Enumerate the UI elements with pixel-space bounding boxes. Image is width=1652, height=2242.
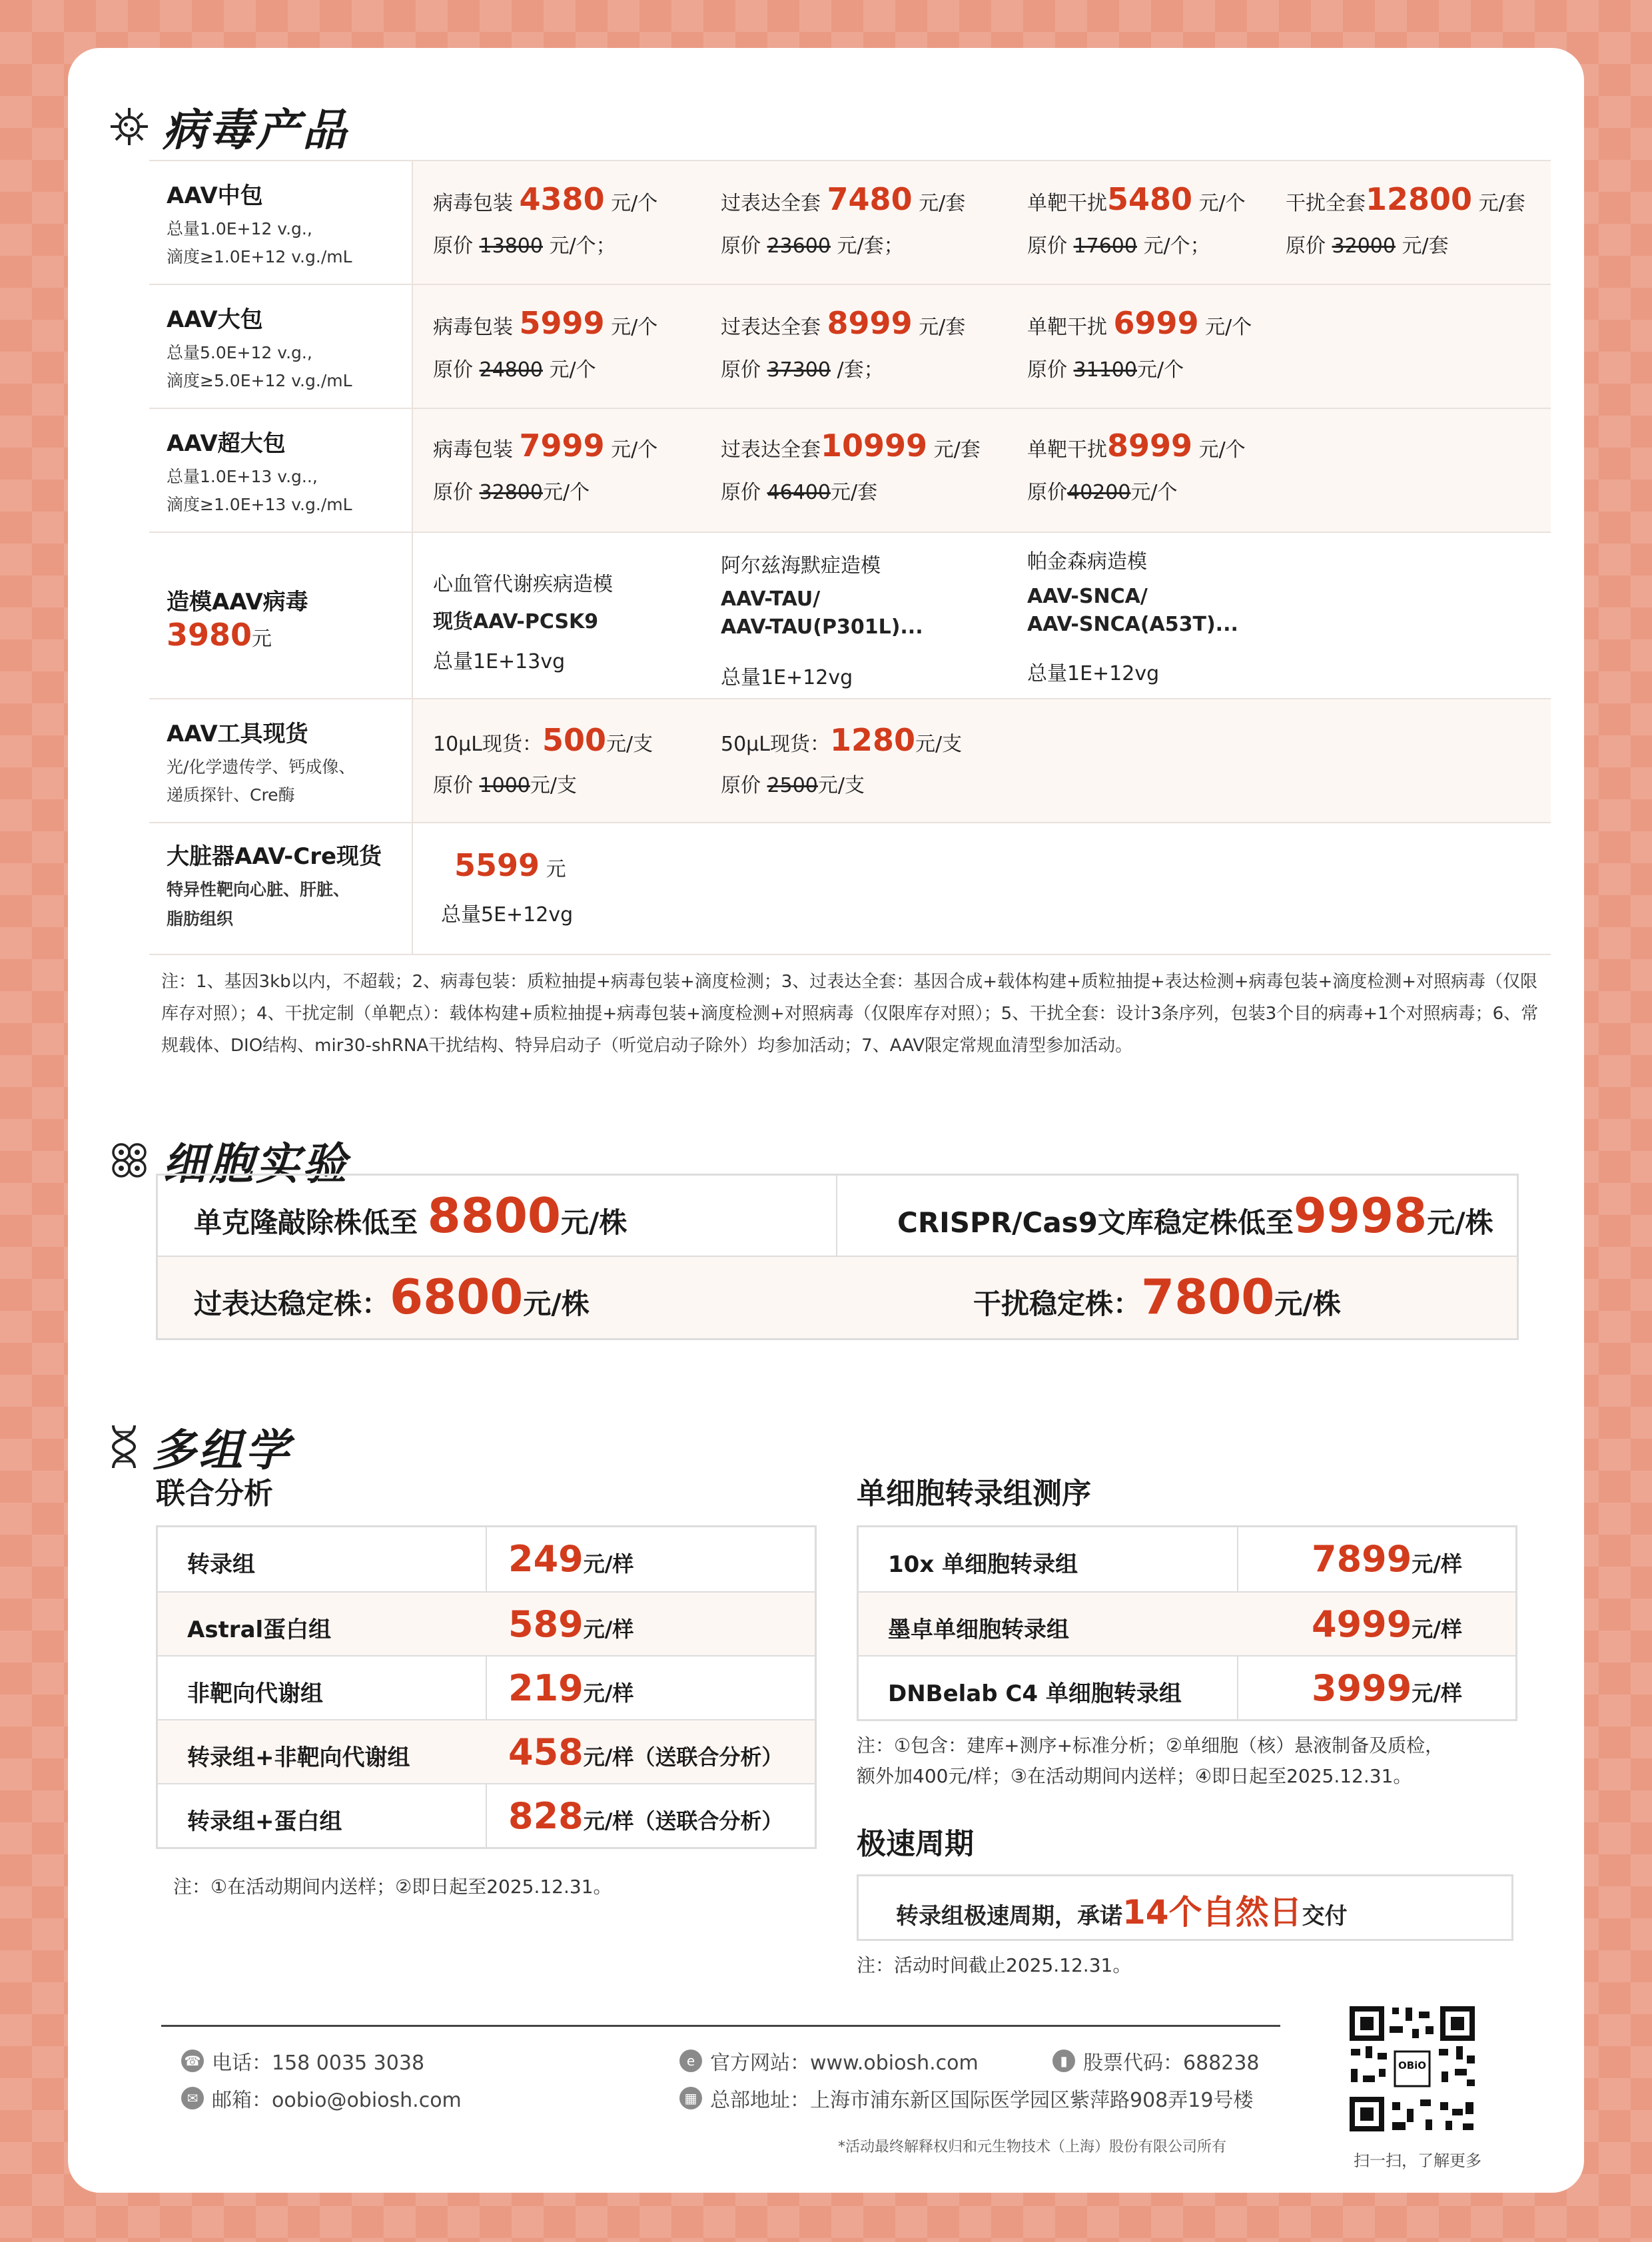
table-row: 非靶向代谢组 219元/样 <box>158 1655 815 1720</box>
globe-icon: e <box>679 2050 702 2072</box>
price-cell: 单靶干扰5480 元/个 <box>1027 181 1246 217</box>
table-row: 转录组 249元/样 <box>187 1538 634 1580</box>
cell-item-knockout: 单克隆敲除株低至 8800元/株 <box>194 1188 627 1244</box>
fast-cycle-note: 注：活动时间截止2025.12.31。 <box>857 1954 1132 1976</box>
joint-analysis-table <box>156 1525 817 1849</box>
orig-price-cell: 原价 23600 元/套； <box>721 234 904 258</box>
mail-icon: ✉ <box>181 2087 204 2109</box>
price-cell: 过表达全套 7480 元/套 <box>721 181 966 217</box>
orig-price-cell: 原价 37300 /套； <box>721 358 884 382</box>
single-cell-title: 单细胞转录组测序 <box>857 1477 1091 1511</box>
orig-price-cell: 原价 32000 元/套 <box>1286 234 1449 258</box>
cell-icon <box>108 1139 151 1182</box>
chart-icon: ▮ <box>1052 2050 1075 2072</box>
footer-email[interactable]: ✉ 邮箱：oobio@obiosh.com <box>181 2083 462 2113</box>
price-cell: 单靶干扰8999 元/个 <box>1027 428 1246 464</box>
footer-stock: ▮ 股票代码：688238 <box>1052 2046 1260 2075</box>
virus-note: 注：1、基因3kb以内，不超载；2、病毒包装：质粒抽提+病毒包装+滴度检测；3、过表达全套：基因合成+载体构建+质粒抽提+表达检测+病毒包装+滴度检测+对照病毒（仅限库存对照）；4、干扰定制（单靶点）：载体构建+质粒抽提+病毒包装+滴度检测+对照病毒（仅限库存对照）；5、干扰全套：设计3条序列，包装3个目的病毒+1个对照病毒；6、常规载体、DIO结构、mir30-shRNA干扰结构、特异启动子（听觉启动子除外）均参加活动；7、AAV限定常规血清型参加活动。 <box>161 972 1539 1056</box>
row-name: AAV大包 <box>167 306 263 333</box>
model-total: 总量1E+13vg <box>433 650 566 673</box>
row-name: AAV超大包 <box>167 430 286 457</box>
table-row: 10x 单细胞转录组 7899元/样 <box>888 1538 1462 1580</box>
phone-icon: ☎ <box>181 2050 204 2072</box>
orig-price-cell: 原价 32800元/个 <box>433 481 590 504</box>
virus-row-organ <box>149 822 1551 955</box>
table-row: DNBelab C4 单细胞转录组 3999元/样 <box>859 1655 1515 1720</box>
cell-section-title: 细胞实验 <box>163 1138 349 1190</box>
qr-code[interactable] <box>1346 2002 1479 2135</box>
orig-price-cell: 原价 2500元/支 <box>721 774 865 797</box>
model-line: AAV-TAU(P301L)... <box>721 615 923 639</box>
table-row: 转录组+非靶向代谢组 458元/样（送联合分析） <box>158 1719 815 1784</box>
cell-price-table <box>156 1174 1519 1340</box>
orig-price-cell: 原价 24800 元/个 <box>433 358 596 382</box>
price-cell: 10μL现货：500元/支 <box>433 722 653 758</box>
price-cell: 过表达全套 8999 元/套 <box>721 305 966 341</box>
joint-analysis-note: 注：①在活动期间内送样；②即日起至2025.12.31。 <box>173 1876 612 1898</box>
price-cell: 单靶干扰 6999 元/个 <box>1027 305 1252 341</box>
fast-cycle-box <box>857 1874 1513 1941</box>
price-cell: 50μL现货：1280元/支 <box>721 722 963 758</box>
orig-price-cell: 原价40200元/个 <box>1027 481 1178 504</box>
footer-divider <box>161 2025 1280 2027</box>
row-name: 大脏器AAV-Cre现货 <box>167 843 382 870</box>
row-sub: 总量1.0E+12 v.g., <box>167 219 312 238</box>
orig-price-cell: 原价 17600 元/个； <box>1027 234 1210 258</box>
fast-cycle-title: 极速周期 <box>857 1827 974 1861</box>
orig-price-cell: 原价 1000元/支 <box>433 774 578 797</box>
virus-section-title: 病毒产品 <box>163 105 349 156</box>
row-name: 造模AAV病毒 <box>167 589 308 615</box>
table-row: Astral蛋白组 589元/样 <box>158 1591 815 1657</box>
model-line: 现货AAV-PCSK9 <box>433 610 599 633</box>
organ-price: 5599 元 <box>454 847 566 883</box>
virus-row-tool <box>149 698 1551 823</box>
orig-price-cell: 原价 13800 元/个； <box>433 234 616 258</box>
cell-item-interference: 干扰稳定株：7800元/株 <box>973 1269 1341 1325</box>
model-title: 心血管代谢疾病造模 <box>433 573 613 596</box>
model-price: 3980元 <box>167 617 272 653</box>
cell-item-crispr: CRISPR/Cas9文库稳定株低至9998元/株 <box>897 1188 1493 1244</box>
organ-total: 总量5E+12vg <box>441 903 574 927</box>
virus-icon <box>108 105 151 148</box>
footer-address: ▦ 总部地址：上海市浦东新区国际医学园区紫萍路908弄19号楼 <box>679 2083 1253 2113</box>
dna-icon <box>108 1423 140 1471</box>
row-sub: 总量1.0E+13 v.g.., <box>167 467 318 486</box>
price-cell: 病毒包装 7999 元/个 <box>433 428 658 464</box>
model-line: AAV-SNCA/ <box>1027 585 1148 608</box>
table-row: 转录组+蛋白组 828元/样（送联合分析） <box>158 1783 815 1848</box>
footer-phone[interactable]: ☎ 电话：158 0035 3038 <box>181 2046 424 2075</box>
row-sub: 总量5.0E+12 v.g., <box>167 343 312 362</box>
price-cell: 干扰全套12800 元/套 <box>1286 181 1525 217</box>
qr-logo: OBiO <box>1398 2059 1427 2071</box>
qr-caption: 扫一扫，了解更多 <box>1354 2151 1481 2170</box>
price-cell: 病毒包装 5999 元/个 <box>433 305 658 341</box>
row-sub: 滴度≥5.0E+12 v.g./mL <box>167 371 352 390</box>
row-sub: 光/化学遗传学、钙成像、 <box>167 757 356 777</box>
row-name: AAV中包 <box>167 183 263 209</box>
model-line: AAV-TAU/ <box>721 587 821 611</box>
omics-section-title: 多组学 <box>152 1425 292 1476</box>
orig-price-cell: 原价 31100元/个 <box>1027 358 1184 382</box>
orig-price-cell: 原价 46400元/套 <box>721 481 878 504</box>
model-title: 帕金森病造模 <box>1027 550 1147 573</box>
omics-section-header <box>108 1415 292 1478</box>
building-icon: ▦ <box>679 2087 702 2109</box>
virus-row-aav-large <box>149 284 1551 409</box>
virus-row-aav-medium <box>149 160 1551 285</box>
single-cell-note: 注：①包含：建库+测序+标准分析；②单细胞（核）悬液制备及质检， 额外加400元/样；③在活动期间内送样；④即日起至2025.12.31。 <box>857 1734 1444 1787</box>
footer-disclaimer: *活动最终解释权归和元生物技术（上海）股份有限公司所有 <box>838 2139 1227 2155</box>
virus-section-header <box>108 95 349 158</box>
model-total: 总量1E+12vg <box>1027 662 1160 685</box>
row-sub: 递质探针、Cre酶 <box>167 785 295 805</box>
joint-analysis-title: 联合分析 <box>156 1477 273 1511</box>
table-row: 墨卓单细胞转录组 4999元/样 <box>859 1591 1515 1657</box>
price-cell: 过表达全套10999 元/套 <box>721 428 981 464</box>
single-cell-table <box>857 1525 1517 1721</box>
poster-card <box>68 48 1584 2193</box>
fast-cycle-text: 转录组极速周期，承诺14个自然日交付 <box>896 1893 1348 1932</box>
cell-item-overexpression: 过表达稳定株：6800元/株 <box>194 1269 590 1325</box>
model-total: 总量1E+12vg <box>721 666 853 689</box>
footer-website[interactable]: e 官方网站：www.obiosh.com <box>679 2046 979 2075</box>
row-name: AAV工具现货 <box>167 721 308 747</box>
row-sub: 脂肪组织 <box>167 909 234 929</box>
model-title: 阿尔兹海默症造模 <box>721 554 881 577</box>
model-line: AAV-SNCA(A53T)... <box>1027 613 1238 636</box>
row-sub: 滴度≥1.0E+13 v.g./mL <box>167 495 352 514</box>
price-cell: 病毒包装 4380 元/个 <box>433 181 658 217</box>
row-sub: 滴度≥1.0E+12 v.g./mL <box>167 247 352 266</box>
row-sub: 特异性靶向心脏、肝脏、 <box>167 880 350 899</box>
virus-row-aav-xlarge <box>149 408 1551 533</box>
